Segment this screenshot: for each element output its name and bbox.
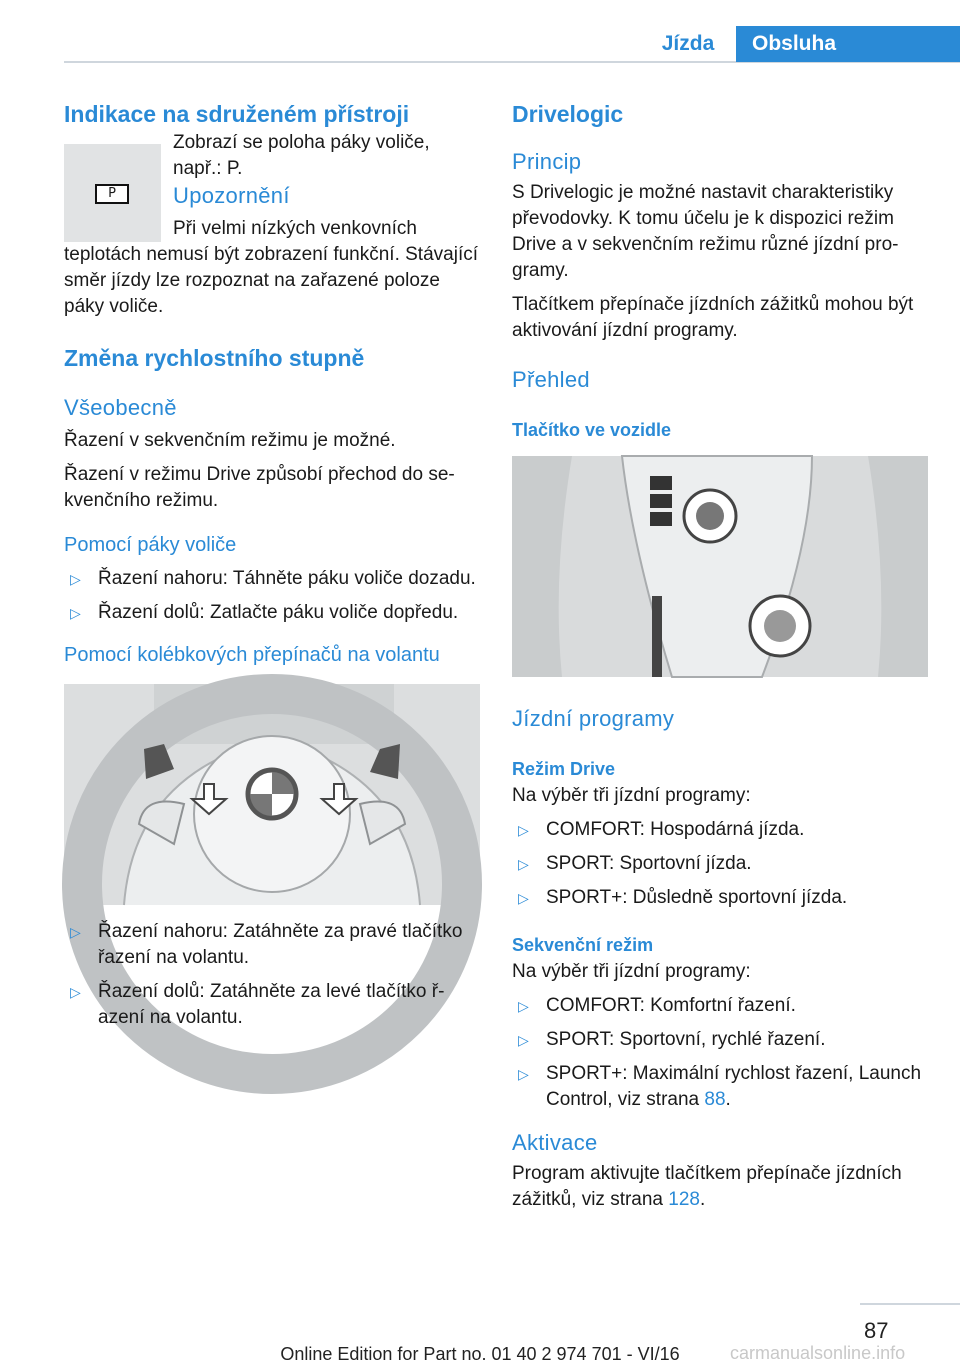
triangle-bullet-icon: ▷ [70, 984, 81, 1000]
sekv-intro: Na výběr tři jízdní programy: [512, 961, 751, 982]
triangle-bullet-icon: ▷ [70, 571, 81, 587]
princip-text-2: Tlačítkem přepínače jízdních zážitků mohou být aktivování jízdní programy. [512, 294, 914, 341]
center-console-drawing [512, 456, 928, 677]
center-console-image [512, 456, 928, 677]
triangle-bullet-icon: ▷ [518, 856, 529, 872]
princip-text-1: S Drivelogic je možné nastavit charakteristiky převodovky. K tomu účelu je k dispozici režim Drive a v sekvenčním režimu různé jízdní programy. [512, 182, 899, 281]
heading-sekvencni: Sekvenční režim [512, 935, 654, 955]
aktivace-text-body: Program aktivujte tlačítkem přepínače jízdních zážitků, viz strana [512, 1163, 902, 1210]
heading-kolebkovych: Pomocí kolébkových přepínačů na volantu [64, 644, 440, 666]
list-item-text: Řazení nahoru: Zatáhněte za pravé tlačítko řazení na volantu. [98, 921, 463, 968]
steering-wheel-drawing [64, 684, 480, 905]
upozorneni-text: Při velmi nízkých venkovních teplotách nemusí být zobrazení funkční. Stávající směr jízdy lze rozpoznat na zařazené poloze páky voliče. [64, 218, 479, 317]
triangle-bullet-icon: ▷ [518, 1032, 529, 1048]
page-link-88[interactable]: 88 [704, 1089, 726, 1110]
list-item-text: COMFORT: Komfortní řazení. [546, 995, 796, 1016]
list-item [64, 566, 480, 592]
gear-indicator-image [64, 144, 161, 242]
paky-list [64, 566, 480, 626]
watermark: carmanualsonline.info [730, 1343, 906, 1363]
list-item [512, 885, 928, 911]
list-item [64, 919, 480, 971]
left-column [64, 100, 480, 1039]
page-link-128[interactable]: 128 [668, 1189, 700, 1210]
list-item [512, 993, 928, 1019]
heading-upozorneni: Upozornění [173, 183, 290, 208]
triangle-bullet-icon: ▷ [518, 998, 529, 1014]
list-item-text: COMFORT: Hospodárná jízda. [546, 819, 805, 840]
list-item [64, 979, 480, 1031]
heading-indikace: Indikace na sdruženém přístroji [64, 101, 410, 127]
list-item [512, 851, 928, 877]
triangle-bullet-icon: ▷ [518, 1066, 529, 1082]
heading-aktivace: Aktivace [512, 1130, 598, 1155]
list-item [512, 1027, 928, 1053]
heading-tlacitko: Tlačítko ve vozidle [512, 420, 672, 440]
footer-rule [860, 1303, 960, 1305]
vseobecne-text-1: Řazení v sekvenčním režimu je možné. [64, 430, 396, 451]
heading-rezim-drive: Režim Drive [512, 759, 616, 779]
heading-princip: Princip [512, 149, 582, 174]
tab-obsluha[interactable]: Obsluha [736, 26, 960, 62]
list-item-text: Řazení dolů: Zatáhněte za levé tlačítko řazení na volantu. [98, 981, 445, 1028]
steering-wheel-image [64, 684, 480, 905]
list-item [64, 600, 480, 626]
heading-paky: Pomocí páky voliče [64, 534, 237, 556]
gear-p-icon [95, 184, 129, 204]
heading-zmena: Změna rychlostního stupně [64, 345, 365, 371]
indikace-text: Zobrazí se poloha páky voliče, např.: P. [173, 132, 430, 179]
list-item-text: Řazení nahoru: Táhněte páku voliče dozadu. [98, 568, 476, 589]
list-item-text: SPORT+: Důsledně sportovní jízda. [546, 887, 848, 908]
heading-vseobecne: Všeobecně [64, 395, 177, 420]
drive-list [512, 817, 928, 911]
list-item-text: SPORT: Sportovní, rychlé řazení. [546, 1029, 826, 1050]
edition-note: Online Edition for Part no. 01 40 2 974 701 - VI/16 [280, 1344, 680, 1364]
list-item-text: Řazení dolů: Zatlačte páku voliče dopředu. [98, 602, 459, 623]
tab-jizda[interactable]: Jízda [661, 32, 715, 55]
heading-drivelogic: Drivelogic [512, 101, 624, 127]
heading-prehled: Přehled [512, 367, 590, 392]
list-item: ▷ SPORT+: Maximální rychlost řazení, Launch Control, viz strana 88. [518, 1063, 922, 1110]
triangle-bullet-icon: ▷ [70, 924, 81, 940]
aktivace-text: Program aktivujte tlačítkem přepínače jízdních zážitků, viz strana 128. [512, 1163, 902, 1210]
right-column [512, 100, 928, 1213]
heading-jizdni: Jízdní programy [512, 706, 675, 731]
sekv-list [512, 993, 928, 1113]
vseobecne-text-2: Řazení v režimu Drive způsobí přechod do sekvenčního režimu. [64, 464, 455, 511]
drive-intro: Na výběr tři jízdní programy: [512, 785, 751, 806]
triangle-bullet-icon: ▷ [518, 822, 529, 838]
gear-p-label: P [108, 186, 116, 201]
triangle-bullet-icon: ▷ [70, 605, 81, 621]
page-number: 87 [864, 1318, 889, 1343]
list-item-text: SPORT: Sportovní jízda. [546, 853, 752, 874]
list-item [512, 817, 928, 843]
list-item-text: SPORT+: Maximální rychlost řazení, Launch Control, viz strana [546, 1063, 922, 1110]
triangle-bullet-icon: ▷ [518, 890, 529, 906]
